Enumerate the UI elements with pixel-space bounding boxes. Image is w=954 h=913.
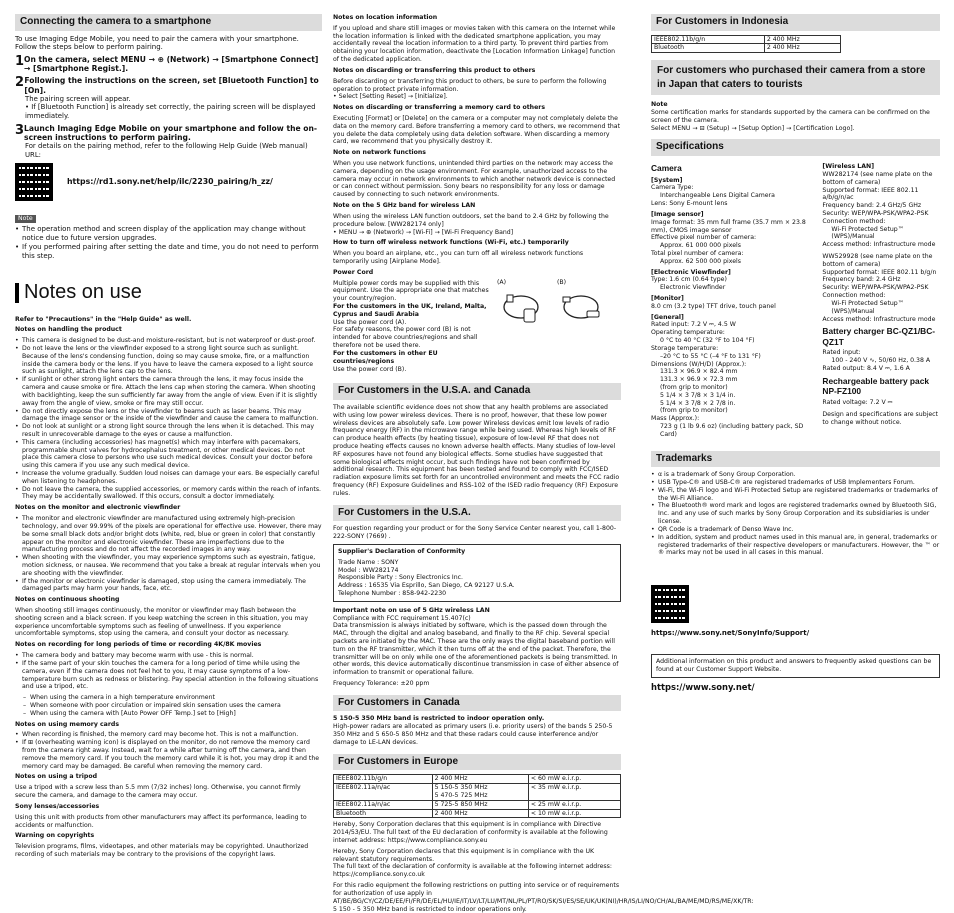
column-middle: [333, 14, 621, 897]
airplane-heading: How to turn off wireless network functions (Wi-Fi, etc.) temporarily: [333, 239, 621, 247]
power-cord-text: [333, 269, 493, 377]
list-item: – When using the camera in a high temperature environment: [23, 694, 322, 702]
spec-line: Camera Type:: [651, 184, 816, 192]
canada-heading: 5 150-5 350 MHz band is restricted to indoor operation only.: [333, 715, 621, 723]
step-body: For details on the pairing method, refer to the following Help Guide (Web manual) URL:: [25, 142, 322, 159]
spec-line: Rated input:: [822, 349, 940, 357]
europe-restrictions: For this radio equipment the following restrictions on putting into service or of requirements for authorization of use apply in AT/BE/BG/CY/CZ/DE/EE/FI/FR/DE/EL/HU/IE/IT/LV/LT/LU/MT/NL/PL/PT/RO/SK/SI/ES/SE/UK/UK(NI)/HR/IS/LI/NO/CH/AL/BA/ME/MD/RS/ME/XK/TR:: [333, 882, 621, 905]
table-cell: 2 400 MHz: [432, 775, 528, 784]
spec-value: 723 g (1 lb 9.6 oz) (including battery pack, SD Card): [651, 423, 816, 439]
spec-subheading: [Wireless LAN]: [822, 163, 940, 171]
list-item: • Do not leave the camera, the supplied accessories, or memory cards within the reach of infants. They may be accidentally swallowed. If this occurs, consult a doctor immediately.: [15, 486, 322, 502]
spec-line: Type: 1.6 cm (0.64 type): [651, 276, 816, 284]
spec-value: 0 °C to 40 °C (32 °F to 104 °F): [651, 337, 816, 345]
spec-value: 5 1/4 × 3 7/8 × 2 7/8 in.: [651, 400, 816, 408]
memory-list: [15, 731, 322, 770]
table-cell: < 25 mW e.i.r.p.: [528, 800, 620, 809]
notes-on-use-heading: [15, 280, 322, 305]
spec-value: 100 - 240 V ∿, 50/60 Hz, 0.38 A: [822, 357, 940, 365]
supplier-declaration-heading: Supplier's Declaration of Conformity: [338, 548, 616, 556]
list-item: • Do not directly expose the lens or the viewfinder to beams such as laser beams. This may damage the image sensor or the inside of the viewfinder and cause the camera to malfunction.: [15, 408, 322, 424]
section-title-connecting: Connecting the camera to a smartphone: [15, 14, 322, 31]
steps-list: [15, 55, 322, 159]
spec-line: Operating temperature:: [651, 329, 816, 337]
spec-value: Approx. 62 500 000 pixels: [651, 258, 816, 266]
spec-value: –20 °C to 55 °C (–4 °F to 131 °F): [651, 353, 816, 361]
wl5-compliance: Compliance with FCC requirement 15.407(c): [333, 615, 621, 623]
supplier-line: Address : 16535 Via Esprillo, San Diego, CA 92127 U.S.A.: [338, 582, 616, 590]
spec-line: Security: WEP/WPA-PSK/WPA2-PSK: [822, 210, 940, 218]
spec-line: Storage temperature:: [651, 345, 816, 353]
network-text: When you use network functions, unintended third parties on the network may access the camera, depending on the usage environment. For example, unauthorized access to the camera may occur in network environments to which another network device is connected or can connect without permission. Sony bears no responsibility for any loss or damage caused by connecting to such network environments.: [333, 160, 621, 199]
notes-on-use-title: Notes on use: [24, 280, 142, 305]
table-cell: < 10 mW e.i.r.p.: [528, 809, 620, 818]
section-title-japan: For customers who purchased their camera from a store in Japan that caters to tourists: [651, 60, 940, 95]
step-title: Launch Imaging Edge Mobile on your smartphone and follow the on-screen instructions to perform pairing.: [24, 124, 322, 142]
refer-text: Refer to "Precautions" in the "Help Guide" as well.: [15, 316, 322, 324]
power-cord-eu-heading: For the customers in other EU countries/regions: [333, 350, 493, 366]
power-cord-uk-heading: For the customers in the UK, Ireland, Malta, Cyprus and Saudi Arabia: [333, 303, 493, 319]
table-cell: 5 150-5 350 MHz 5 470-5 725 MHz: [432, 784, 528, 801]
table-cell: 2 400 MHz: [764, 35, 840, 44]
table-cell: IEEE802.11b/g/n: [334, 775, 433, 784]
list-item: – When using the camera with [Auto Power OFF Temp.] set to [High]: [23, 710, 322, 718]
spec-value: (from grip to monitor): [651, 407, 816, 415]
wlan-text: When using the wireless LAN function outdoors, set the band to 2.4 GHz by following the procedure below. [WW282174 only]: [333, 213, 621, 229]
discard-heading: Notes on discarding or transferring this product to others: [333, 67, 621, 75]
list-item: • If ⊞ (overheating warning icon) is displayed on the monitor, do not remove the memory card from the camera right away. Instead, wait for a while after turning off the camera, and then remove the memory card. If you touch the memory card while it is hot, you may drop it and the memory card may be damaged. Be careful when removing the memory card.: [15, 739, 322, 770]
table-cell: IEEE802.11a/n/ac: [334, 800, 433, 809]
usca-text: The available scientific evidence does not show that any health problems are associated with using low power wireless devices. There is no proof, however, that these low power wireless devices are absolutely safe. Low power Wireless devices emit low levels of radio frequency energy (RF) in the microwave range while being used. Whereas high levels of RF can produce health effects (by heating tissue), exposure of low-level RF that does not produce heating effects causes no known adverse health effects. Many studies of low-level RF exposures have not found any biological effects. Some studies have suggested that some biological effects might occur, but such findings have not been confirmed by additional research. This equipment has been tested and found to comply with FCC/ISED radiation exposure limits set forth for an uncontrolled environment and meets the FCC radio frequency (RF) Exposure Guidelines and RSS-102 of the ISED radio frequency (RF) Exposure rules.: [333, 404, 621, 498]
support-qr-code-icon: [651, 585, 689, 623]
copyright-heading: Warning on copyrights: [15, 832, 322, 840]
discard-card-heading: Notes on discarding or transferring a memory card to others: [333, 104, 621, 112]
location-text: If you upload and share still images or movies taken with this camera on the Internet while the location information is linked with the dedicated smartphone application, you may accidentally reveal the location information to a third party. To prevent third parties from obtaining your location information, deactivate the [Location Information Linkage] function of the dedicated application.: [333, 25, 621, 64]
power-cord-b-warning: For safety reasons, the power cord (B) is not intended for above countries/regions and shall therefore not be used there.: [333, 326, 493, 349]
camera-heading: Camera: [651, 163, 816, 174]
power-cord-block: [333, 269, 621, 377]
list-item: • If you performed pairing after setting the date and time, you do not need to perform this step.: [15, 243, 322, 261]
table-row: [334, 809, 621, 818]
power-cord-heading: Power Cord: [333, 269, 493, 277]
step-row: [15, 76, 322, 94]
power-cord-images: [497, 279, 607, 377]
spec-value: 5 1/4 × 3 7/8 × 3 1/4 in.: [651, 392, 816, 400]
europe-frequency-table: [333, 774, 621, 818]
spec-subheading: [Image sensor]: [651, 211, 816, 219]
spec-line: Supported format: IEEE 802.11 a/b/g/n/ac: [822, 187, 940, 203]
list-item: • When shooting with the viewfinder, you may experience symptoms such as eyestrain, fatigue, motion sickness, or nausea. We recommend that you take a break at regular intervals when you are shooting with the viewfinder.: [15, 554, 322, 577]
list-item: • If sunlight or other strong light enters the camera through the lens, it may focus inside the camera and cause smoke or fire. Attach the lens cap when storing the camera. When shooting with backlighting, keep the sun sufficiently far away from the angle of view. Even if it is slightly away from the angle of view, smoke or fire may still occur.: [15, 376, 322, 407]
handling-heading: Notes on handling the product: [15, 326, 322, 334]
specs-right: [822, 160, 940, 439]
recording-list: [15, 652, 322, 691]
list-item: • Do not look at sunlight or a strong light source through the lens when it is detached. This may result in unrecoverable damage to the eyes or cause a malfunction.: [15, 423, 322, 439]
list-item: • Increase the volume gradually. Sudden loud noises can damage your ears. Be especially careful when listening to headphones.: [15, 470, 322, 486]
japan-note-label: Note: [651, 101, 940, 109]
monitor-list: [15, 515, 322, 593]
specs-right-list: [822, 163, 940, 426]
recording-sublist: [23, 694, 322, 717]
wlan-heading: Note on the 5 GHz band for wireless LAN: [333, 202, 621, 210]
step-block: [15, 124, 322, 160]
spec-line: Access method: Infrastructure mode: [822, 316, 940, 324]
specifications-columns: [651, 160, 940, 439]
copyright-text: Television programs, films, videotapes, and other materials may be copyrighted. Unauthorized recording of such materials may be contrary to the provisions of the copyright laws.: [15, 843, 322, 859]
notes-list: [15, 225, 322, 260]
spec-line: Connection method:: [822, 218, 940, 226]
list-item: • If the monitor or electronic viewfinder is damaged, stop using the camera immediately. The damaged parts may harm your hands, face, etc.: [15, 578, 322, 594]
power-cord-a-icon: [497, 287, 545, 327]
spec-line: Rated voltage: 7.2 V ⎓: [822, 399, 940, 407]
spec-subheading: [Electronic Viewfinder]: [651, 269, 816, 277]
spec-line: 8.0 cm (3.2 type) TFT drive, touch panel: [651, 303, 816, 311]
section-title-usa: For Customers in the U.S.A.: [333, 505, 621, 522]
spec-subheading: [Monitor]: [651, 295, 816, 303]
table-cell: Bluetooth: [652, 44, 765, 53]
spec-line: Access method: Infrastructure mode: [822, 241, 940, 249]
heading-bar: [15, 283, 19, 303]
spec-line: WW529928 (see name plate on the bottom of camera): [822, 253, 940, 269]
wl5-heading: Important note on use of 5 GHz wireless LAN: [333, 607, 621, 615]
plug-b: [557, 279, 607, 377]
memory-heading: Notes on using memory cards: [15, 721, 322, 729]
specs-left-list: [651, 177, 816, 439]
canada-text: High-power radars are allocated as primary users (i.e. priority users) of the bands 5 250-5 350 MHz and 5 650-5 850 MHz and that these radars could cause interference and/or damage to LE-LAN devices.: [333, 723, 621, 746]
discard-text: Before discarding or transferring this product to others, be sure to perform the following operation to protect private information.: [333, 78, 621, 94]
spec-line: Frequency band: 2.4 GHz/5 GHz: [822, 202, 940, 210]
spec-value: Wi-Fi Protected Setup™ (WPS)/Manual: [822, 300, 940, 316]
continuous-heading: Notes on continuous shooting: [15, 596, 322, 604]
table-cell: < 60 mW e.i.r.p.: [528, 775, 620, 784]
spec-value: Interchangeable Lens Digital Camera: [651, 192, 816, 200]
network-heading: Note on network functions: [333, 149, 621, 157]
column-left: [15, 14, 322, 897]
power-cord-b-text: Use the power cord (B).: [333, 366, 493, 374]
list-item: • The operation method and screen display of the application may change without notice due to future version upgrades.: [15, 225, 322, 243]
note-label: Note: [15, 215, 36, 223]
additional-info-box: Additional information on this product and answers to frequently asked questions can be found at our Customer Support Website.: [651, 654, 940, 678]
step-body: • If [Bluetooth Function] is already set correctly, the pairing screen will be displayed immediately.: [25, 103, 322, 120]
spec-value: 131.3 × 96.9 × 72.3 mm: [651, 376, 816, 384]
list-item: • If the same part of your skin touches the camera for a long period of time while using the camera, even if the camera does not feel hot to you, it may cause symptoms of a low-temperature burn such as redness or blistering. Pay special attention in the following situations and use a tripod, etc.: [15, 660, 322, 691]
spec-value: (from grip to monitor): [651, 384, 816, 392]
spec-line: Supported format: IEEE 802.11 b/g/n: [822, 269, 940, 277]
spec-line: Rated input: 7.2 V ⎓, 4.5 W: [651, 321, 816, 329]
list-item: • The monitor and electronic viewfinder are manufactured using extremely high-precision technology, and over 99.99% of the pixels are operational for effective use. However, there may be some small black dots and/or bright dots (white, red, blue or green in color) that constantly appear on the monitor and electronic viewfinder. These are imperfections due to the manufacturing process and do not affect the recorded images in any way.: [15, 515, 322, 554]
discard-bullet: • Select [Setting Reset] → [Initialize].: [333, 93, 621, 101]
lens-text: Using this unit with products from other manufacturers may affect its performance, leading to accidents or malfunction.: [15, 814, 322, 830]
spec-line: Design and specifications are subject to change without notice.: [822, 411, 940, 427]
japan-instruction: Select MENU → ⊟ (Setup) → [Setup Option] → [Certification Logo].: [651, 125, 940, 133]
airplane-text: When you board an airplane, etc., you can turn off all wireless network functions temporarily using [Airplane Mode].: [333, 250, 621, 266]
list-item: • In addition, system and product names used in this manual are, in general, trademarks or registered trademarks of their respective developers or manufacturers. However, the ™ or ® marks may not be used in all cases in this manual.: [651, 534, 940, 557]
step-number: 2: [15, 76, 24, 94]
indonesia-table: [651, 35, 841, 54]
spec-line: Dimensions (W/H/D) (Approx.):: [651, 361, 816, 369]
plug-a-label: (A): [497, 279, 547, 287]
step-block: [15, 55, 322, 73]
step-body: The pairing screen will appear.: [25, 95, 322, 104]
location-heading: Notes on location information: [333, 14, 621, 22]
step-row: [15, 124, 322, 142]
spec-line: Security: WEP/WPA-PSK/WPA2-PSK: [822, 284, 940, 292]
table-cell: IEEE802.11a/n/ac: [334, 784, 433, 801]
europe-decl-1: Hereby, Sony Corporation declares that this equipment is in compliance with Directive 2014/53/EU. The full text of the EU declaration of conformity is available at the following internet address: https://www.compliance.sony.eu: [333, 821, 621, 844]
section-title-europe: For Customers in Europe: [333, 754, 621, 771]
supplier-line: Telephone Number : 858-942-2230: [338, 590, 616, 598]
table-cell: IEEE802.11b/g/n: [652, 35, 765, 44]
list-item: – When someone with poor circulation or impaired skin sensation uses the camera: [23, 702, 322, 710]
table-row: [334, 784, 621, 801]
spec-line: Image format: 35 mm full frame (35.7 mm × 23.8 mm), CMOS image sensor: [651, 219, 816, 235]
list-item: • This camera is designed to be dust-and moisture-resistant, but is not waterproof or dust-proof.: [15, 337, 322, 345]
plug-a: [497, 279, 547, 377]
supplier-declaration-box: [333, 544, 621, 602]
section-title-indonesia: For Customers in Indonesia: [651, 14, 940, 31]
power-cord-a-text: Use the power cord (A).: [333, 319, 493, 327]
spec-value: Electronic Viewfinder: [651, 284, 816, 292]
section-title-specifications: Specifications: [651, 139, 940, 156]
tripod-text: Use a tripod with a screw less than 5.5 mm (7/32 inches) long. Otherwise, you cannot firmly secure the camera, and damage to the camera may occur.: [15, 784, 322, 800]
section-title-trademarks: Trademarks: [651, 451, 940, 468]
list-item: • This camera (including accessories) has magnet(s) which may interfere with pacemakers, programmable shunt valves for hydrocephalus treatment, or other medical devices. Do not place this camera close to persons who use such medical devices. Consult your doctor before using this camera if you use any such medical device.: [15, 439, 322, 470]
spec-line: Frequency band: 2.4 GHz: [822, 276, 940, 284]
supplier-line: Model : WW282174: [338, 567, 616, 575]
spec-line: Mass (Approx.):: [651, 415, 816, 423]
usa-text: For question regarding your product or for the Sony Service Center nearest you, call 1-800-222-SONY (7669) .: [333, 525, 621, 541]
list-item: • QR Code is a trademark of Denso Wave Inc.: [651, 526, 940, 534]
handling-list: [15, 337, 322, 501]
table-cell: Bluetooth: [334, 809, 433, 818]
list-item: • Do not leave the lens or the viewfinder exposed to a strong light source such as sunlight. Because of the lens's condensing function, doing so may cause smoke, fire, or a malfunction inside the camera body or the lens. If you have to leave the camera exposed to a light source such as sunlight, attach the lens cap to the lens.: [15, 345, 322, 376]
column-right: [651, 14, 940, 897]
plug-b-label: (B): [557, 279, 607, 287]
table-cell: 2 400 MHz: [432, 809, 528, 818]
step-block: [15, 76, 322, 120]
japan-text: Some certification marks for standards supported by the camera can be confirmed on the screen of the camera.: [651, 109, 940, 125]
step-row: [15, 55, 322, 73]
help-guide-url[interactable]: https://rd1.sony.net/help/ilc/2230_pairing/h_zz/: [67, 177, 273, 187]
frequency-tolerance: Frequency Tolerance: ±20 ppm: [333, 680, 621, 688]
europe-decl-2: Hereby, Sony Corporation declares that this equipment is in compliance with the UK relevant statutory requirements.: [333, 848, 621, 864]
power-cord-b-icon: [557, 287, 605, 327]
spec-value: Wi-Fi Protected Setup™ (WPS)/Manual: [822, 226, 940, 242]
power-cord-desc: Multiple power cords may be supplied with this equipment. Use the appropriate one that matches your country/region.: [333, 280, 493, 303]
spec-line: Effective pixel number of camera:: [651, 234, 816, 242]
support-qr: [651, 585, 940, 623]
sony-url[interactable]: https://www.sony.net/: [651, 682, 940, 693]
monitor-heading: Notes on the monitor and electronic viewfinder: [15, 504, 322, 512]
spec-line: Total pixel number of camera:: [651, 250, 816, 258]
list-item: • The camera body and battery may become warm with use - this is normal.: [15, 652, 322, 660]
table-row: [334, 775, 621, 784]
intro-text: To use Imaging Edge Mobile, you need to pair the camera with your smartphone. Follow the steps below to perform pairing.: [15, 35, 322, 53]
spec-subheading: [General]: [651, 314, 816, 322]
step-title: Following the instructions on the screen, set [Bluetooth Function] to [On].: [24, 76, 322, 94]
wlan-bullet: • MENU → ⊕ (Network) → [Wi-Fi] → [Wi-Fi Frequency Band]: [333, 229, 621, 237]
lens-heading: Sony lenses/accessories: [15, 803, 322, 811]
recording-heading: Notes on recording for long periods of time or recording 4K/8K movies: [15, 641, 322, 649]
step-number: 3: [15, 124, 24, 142]
supplier-line: Responsible Party : Sony Electronics Inc.: [338, 574, 616, 582]
spec-heading: Rechargeable battery pack NP-FZ100: [822, 376, 940, 397]
list-item: • The Bluetooth® word mark and logos are registered trademarks owned by Bluetooth SIG, Inc. and any use of such marks by Sony Group Corporation and its subsidiaries is under license.: [651, 502, 940, 525]
spec-line: Connection method:: [822, 292, 940, 300]
qr-code-icon: [15, 163, 53, 201]
continuous-text: When shooting still images continuously, the monitor or viewfinder may flash between the shooting screen and a black screen. If you keep watching the screen in this situation, you may experience uncomfortable symptoms such as feeling of unwellness. If you experience uncomfortable symptoms, stop using the camera, and consult your doctor as necessary.: [15, 607, 322, 638]
spec-value: 131.3 × 96.9 × 82.4 mm: [651, 368, 816, 376]
supplier-line: Trade Name : SONY: [338, 559, 616, 567]
wl5-text: Data transmission is always initiated by software, which is the passed down through the MAC, through the digital and analog baseband, and finally to the RF chip. Several special packets are initiated by the MAC. These are the only ways the digital baseband portion will turn on the RF transmitter, which it then turns off at the end of the packet. Therefore, the transmitter will be on only while one of the aforementioned packets is being transmitted. In other words, this device automatically discontinue transmission in case of either absence of information to transmit or operational failure.: [333, 622, 621, 677]
tripod-heading: Notes on using a tripod: [15, 773, 322, 781]
table-cell: 2 400 MHz: [764, 44, 840, 53]
table-row: [652, 35, 841, 44]
spec-line: Rated output: 8.4 V ⎓, 1.6 A: [822, 365, 940, 373]
spec-value: Approx. 61 000 000 pixels: [651, 242, 816, 250]
list-item: • α is a trademark of Sony Group Corporation.: [651, 471, 940, 479]
europe-indoor: 5 150 - 5 350 MHz band is restricted to indoor operations only.: [333, 906, 621, 913]
list-item: • USB Type-C® and USB-C® are registered trademarks of USB Implementers Forum.: [651, 479, 940, 487]
europe-decl-3: The full text of the declaration of conformity is available at the following internet address: https://compliance.sony.co.uk: [333, 863, 621, 879]
spec-subheading: [System]: [651, 177, 816, 185]
table-cell: < 35 mW e.i.r.p.: [528, 784, 620, 801]
spec-line: Lens: Sony E-mount lens: [651, 200, 816, 208]
step-number: 1: [15, 55, 24, 73]
table-row: [652, 44, 841, 53]
discard-card-text: Executing [Format] or [Delete] on the camera or a computer may not completely delete the data on the memory card. Before transferring a memory card to others, we recommend that you delete the data completely using data deletion software. When discarding a memory card, we recommend that you physically destroy it.: [333, 115, 621, 146]
section-title-usca: For Customers in the U.S.A. and Canada: [333, 383, 621, 400]
trademarks-list: [651, 471, 940, 557]
list-item: • When recording is finished, the memory card may become hot. This is not a malfunction.: [15, 731, 322, 739]
step-title: On the camera, select MENU → ⊕ (Network) → [Smartphone Connect] → [Smartphone Regist.].: [24, 55, 322, 73]
support-url[interactable]: https://www.sony.net/SonyInfo/Support/: [651, 629, 940, 638]
help-guide-qr-row: [15, 163, 322, 201]
section-title-canada: For Customers in Canada: [333, 695, 621, 712]
specs-left: [651, 160, 816, 439]
list-item: • Wi-Fi, the Wi-Fi logo and Wi-Fi Protected Setup are registered trademarks or trademarks of the Wi-Fi Alliance.: [651, 487, 940, 503]
spec-heading: Battery charger BC-QZ1/BC-QZ1T: [822, 326, 940, 347]
table-row: [334, 800, 621, 809]
table-cell: 5 725-5 850 MHz: [432, 800, 528, 809]
spec-line: WW282174 (see name plate on the bottom of camera): [822, 171, 940, 187]
supplier-declaration-lines: [338, 559, 616, 598]
